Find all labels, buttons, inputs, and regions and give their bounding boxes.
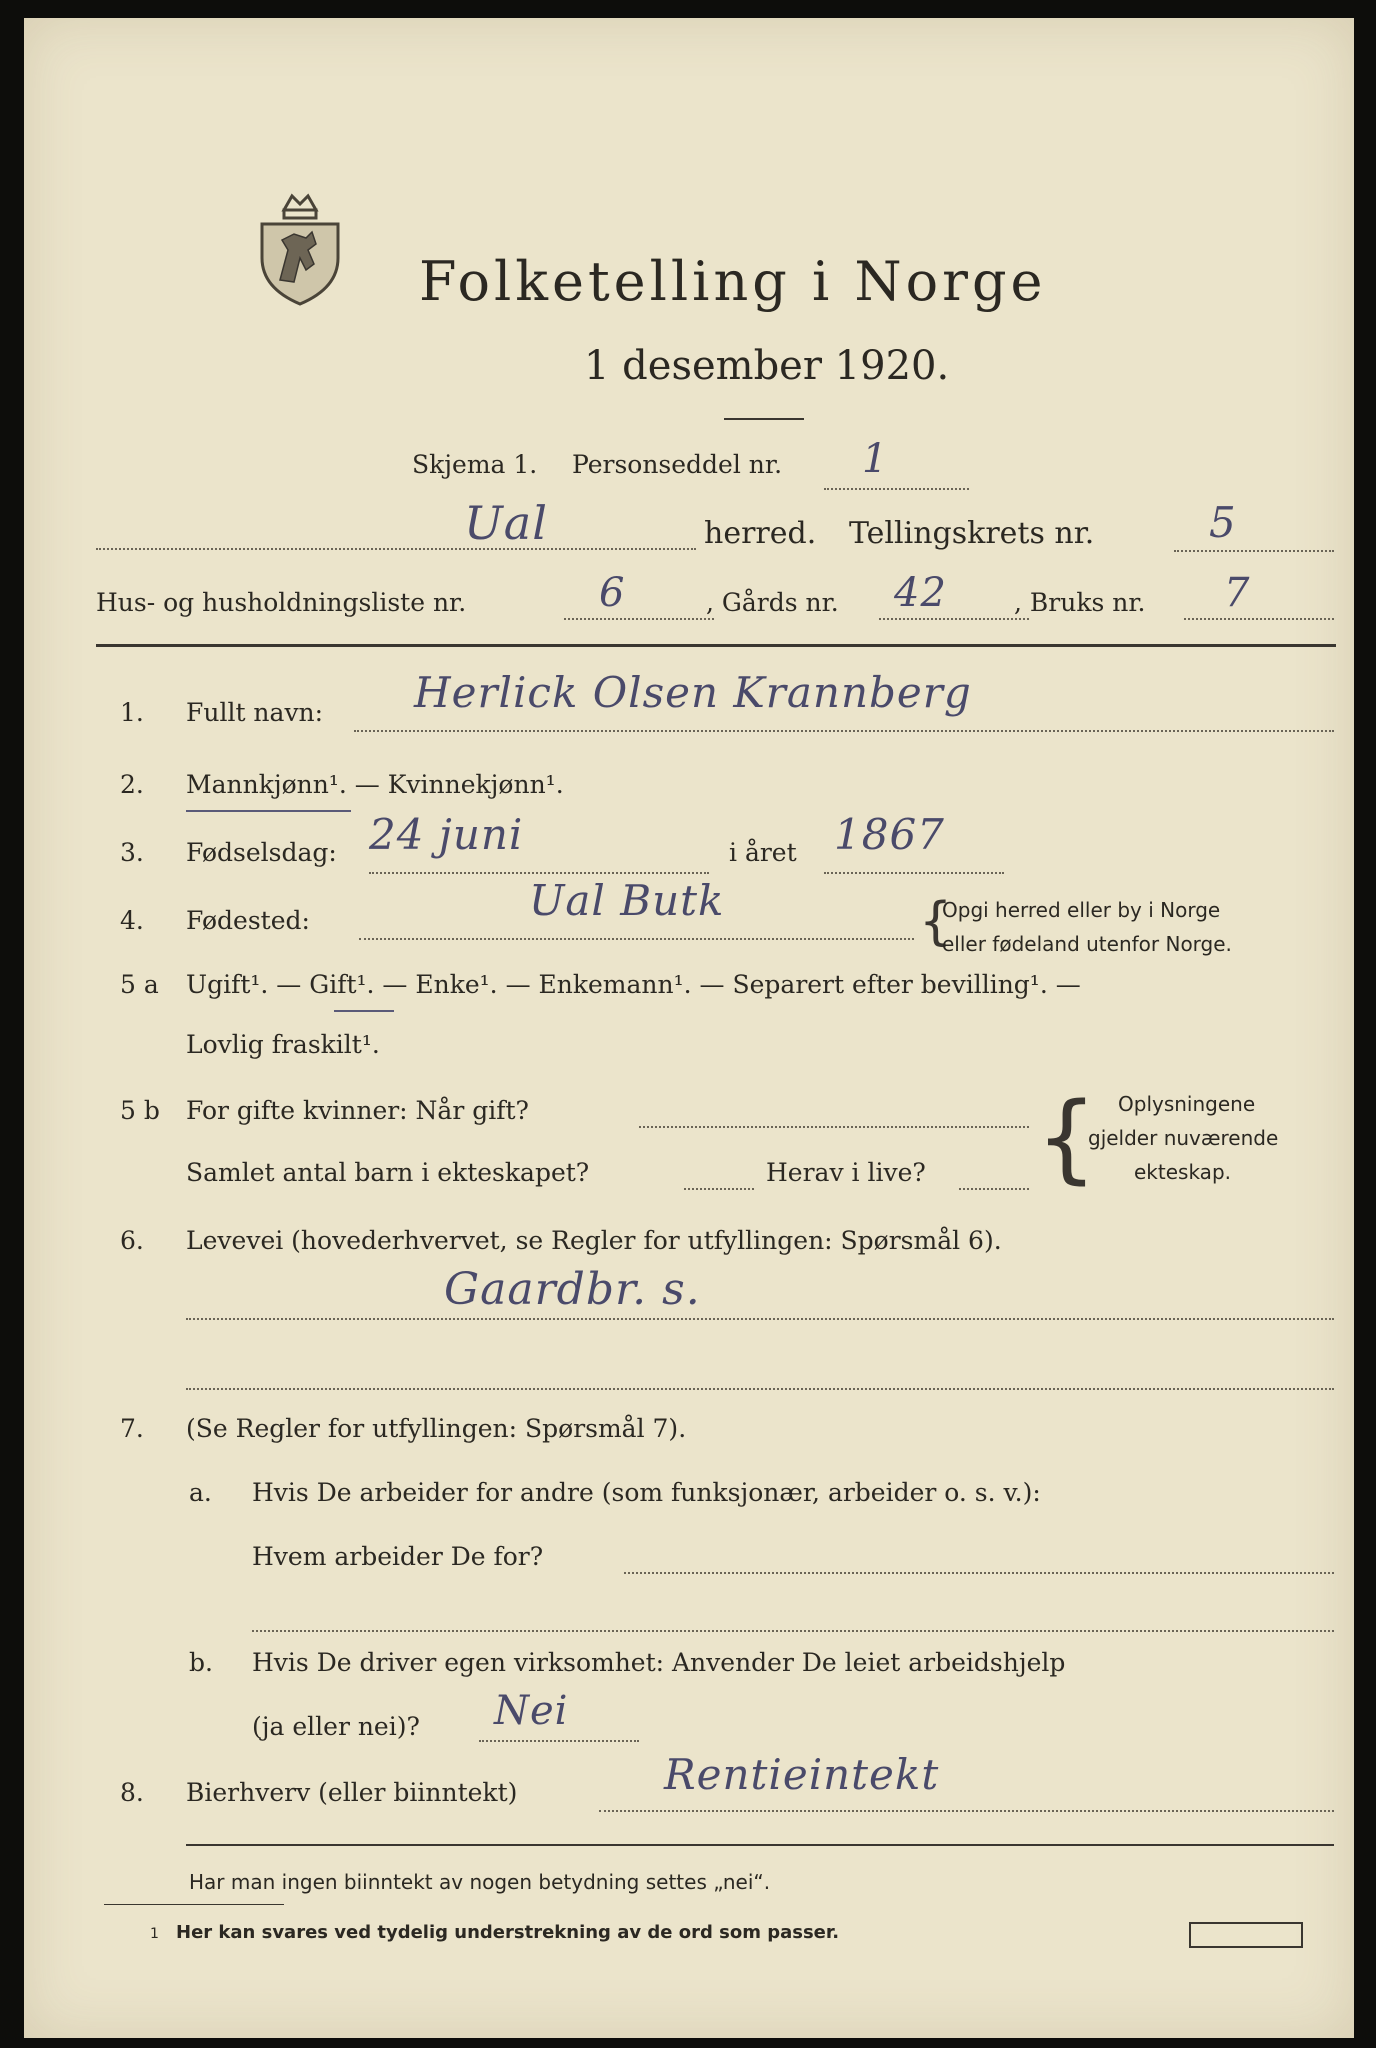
q2-number: 2.: [120, 770, 144, 799]
q1-label: Fullt navn:: [186, 698, 324, 727]
birthday-line: [369, 872, 709, 874]
full-name-line: [354, 730, 1334, 732]
children-alive-line: [959, 1188, 1029, 1190]
q1-number: 1.: [120, 698, 144, 727]
printer-stamp: [1189, 1922, 1303, 1948]
marriage-note-line3: ekteskap.: [1134, 1160, 1231, 1184]
birth-year-line: [824, 872, 1004, 874]
bruks-value[interactable]: 7: [1224, 570, 1251, 616]
sex-options: Mannkjønn¹. — Kvinnekjønn¹.: [186, 770, 564, 799]
children-total-line: [684, 1188, 754, 1190]
birthplace-value[interactable]: Ual Butk: [529, 876, 725, 925]
tellingskrets-value[interactable]: 5: [1209, 498, 1237, 547]
norwegian-coat-of-arms-icon: [254, 188, 346, 308]
q7-number: 7.: [120, 1414, 144, 1443]
mannkjonn-underline: [186, 810, 351, 812]
children-alive-label: Herav i live?: [766, 1158, 926, 1187]
employer-line1: [624, 1572, 1334, 1574]
census-form-page: [24, 18, 1354, 2038]
marriage-note-line1: Oplysningene: [1118, 1092, 1256, 1116]
marriage-note-line2: gjelder nuværende: [1088, 1126, 1279, 1150]
footnote-mark: 1: [150, 1926, 159, 1942]
hired-help-label: (ja eller nei)?: [252, 1712, 420, 1741]
q8-number: 8.: [120, 1778, 144, 1807]
birthplace-note-line2: eller fødeland utenfor Norge.: [942, 932, 1232, 956]
personseddel-label: Personseddel nr.: [572, 450, 783, 479]
personseddel-line: [824, 488, 969, 490]
q7-label: (Se Regler for utfyllingen: Spørsmål 7).: [186, 1414, 687, 1443]
occupation-label: Levevei (hovederhvervet, se Regler for utfyllingen: Spørsmål 6).: [186, 1226, 1002, 1255]
employer-line2: [252, 1630, 1334, 1632]
gards-label: , Gårds nr.: [706, 588, 839, 617]
children-total-label: Samlet antal barn i ekteskapet?: [186, 1158, 590, 1187]
herred-line: [96, 548, 696, 550]
marital-status-options: Ugift¹. — Gift¹. — Enke¹. — Enkemann¹. — Separert efter bevilling¹. —: [186, 970, 1081, 999]
tellingskrets-line: [1174, 550, 1334, 552]
full-name-value[interactable]: Herlick Olsen Krannberg: [414, 668, 972, 717]
year-label: i året: [729, 838, 797, 867]
personseddel-value[interactable]: 1: [862, 436, 889, 482]
q7a-letter: a.: [189, 1478, 212, 1507]
q7b-letter: b.: [189, 1648, 213, 1677]
form-date: 1 desember 1920.: [584, 343, 950, 389]
q5b-number: 5 b: [120, 1096, 160, 1125]
marital-status-options-cont: Lovlig fraskilt¹.: [186, 1030, 380, 1059]
q7b-question: Hvis De driver egen virksomhet: Anvender De leiet arbeidshjelp: [252, 1648, 1066, 1677]
q5a-number: 5 a: [120, 970, 159, 999]
footnote-divider: [104, 1904, 284, 1905]
hus-label: Hus- og husholdningsliste nr.: [96, 588, 467, 617]
bruks-line: [1184, 618, 1334, 620]
schema-label: Skjema 1.: [412, 450, 538, 479]
gards-value[interactable]: 42: [894, 570, 947, 616]
birthday-value[interactable]: 24 juni: [369, 810, 524, 859]
hus-line: [564, 618, 714, 620]
form-title: Folketelling i Norge: [419, 250, 1047, 313]
q6-number: 6.: [120, 1226, 144, 1255]
footer-divider: [186, 1844, 1334, 1846]
married-women-label: For gifte kvinner: Når gift?: [186, 1096, 529, 1125]
occupation-line1: [186, 1318, 1334, 1320]
employer-label: Hvem arbeider De for?: [252, 1542, 544, 1571]
tellingskrets-label: Tellingskrets nr.: [849, 516, 1095, 551]
q4-label: Fødested:: [186, 906, 310, 935]
birthplace-line: [359, 938, 914, 940]
secondary-income-label: Bierhverv (eller biinntekt): [186, 1778, 518, 1807]
footnote-text: Her kan svares ved tydelig understrekning av de ord som passer.: [176, 1922, 840, 1943]
herred-label: herred.: [704, 516, 817, 551]
no-income-note: Har man ingen biinntekt av nogen betydning settes „nei“.: [189, 1870, 771, 1894]
gift-underline: [334, 1010, 394, 1012]
hus-value[interactable]: 6: [599, 570, 626, 616]
q7a-question: Hvis De arbeider for andre (som funksjonær, arbeider o. s. v.):: [252, 1478, 1041, 1507]
occupation-line2: [186, 1388, 1334, 1390]
q4-number: 4.: [120, 906, 144, 935]
gards-line: [879, 618, 1029, 620]
q3-label: Fødselsdag:: [186, 838, 337, 867]
q3-number: 3.: [120, 838, 144, 867]
marriage-note-brace: {: [1036, 1082, 1098, 1194]
occupation-value[interactable]: Gaardbr. s.: [444, 1264, 701, 1315]
hired-help-line: [479, 1740, 639, 1742]
header-divider: [96, 644, 1336, 647]
title-divider: [724, 418, 804, 420]
bruks-label: , Bruks nr.: [1014, 588, 1146, 617]
herred-value[interactable]: Ual: [464, 496, 548, 550]
hired-help-value[interactable]: Nei: [494, 1688, 569, 1734]
married-when-line: [639, 1126, 1029, 1128]
secondary-income-line: [599, 1810, 1334, 1812]
secondary-income-value[interactable]: Rentieintekt: [664, 1750, 940, 1799]
birth-year-value[interactable]: 1867: [834, 810, 945, 859]
birthplace-note-line1: Opgi herred eller by i Norge: [942, 898, 1221, 922]
birthplace-note-brace: {: [919, 892, 953, 952]
